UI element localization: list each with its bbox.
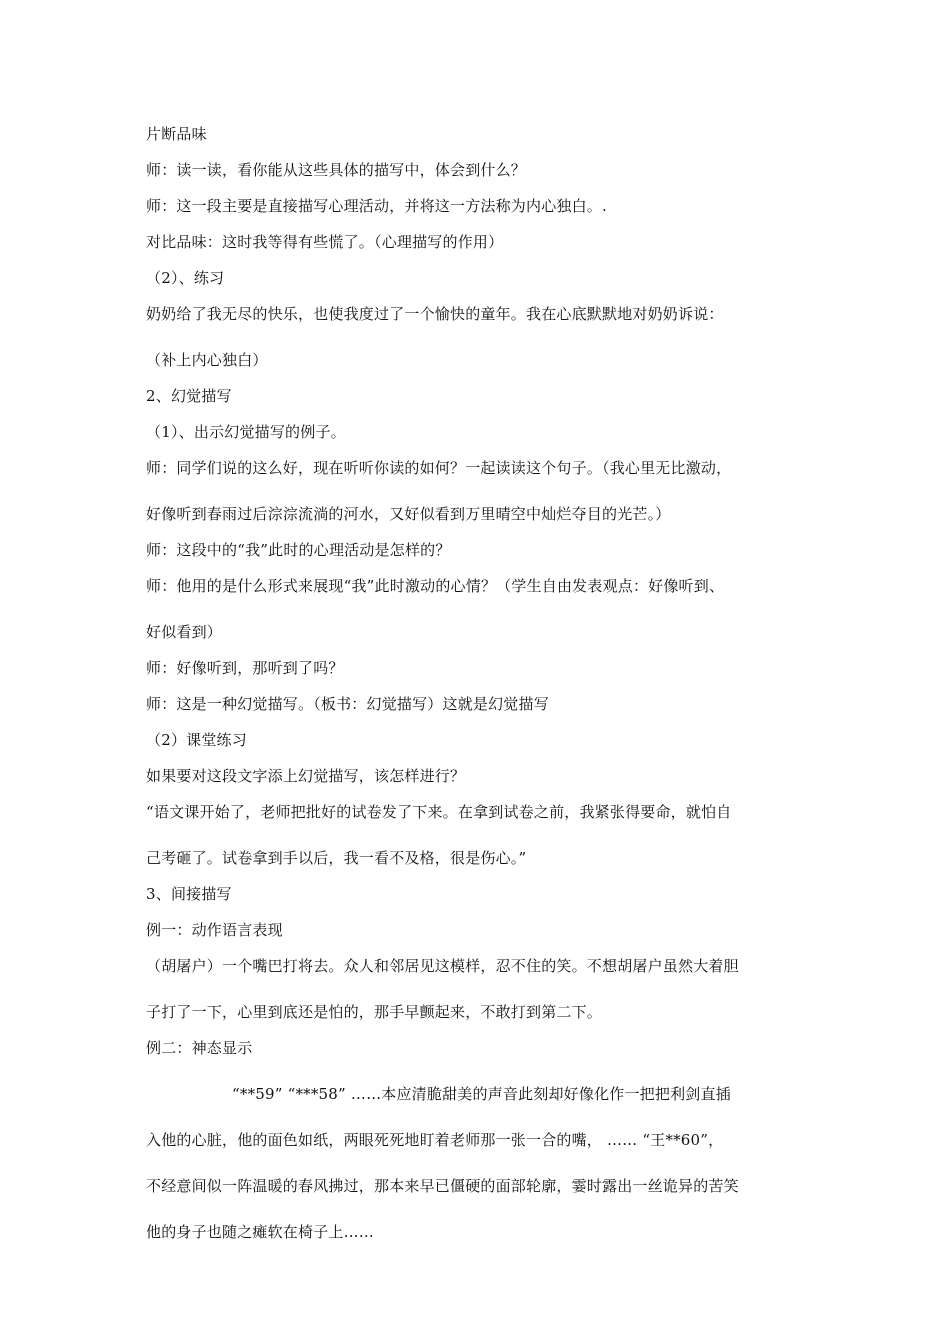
example-heading: 例二：神态显示 — [146, 1039, 253, 1057]
text-line: 师：这一段主要是直接描写心理活动，并将这一方法称为内心独白。. — [146, 197, 607, 215]
text-line: 师：这段中的“我”此时的心理活动是怎样的？ — [146, 541, 451, 559]
text-line: 好似看到） — [146, 623, 223, 641]
text-line: 师：读一读，看你能从这些具体的描写中，体会到什么？ — [146, 161, 527, 179]
section-heading: 3、间接描写 — [146, 885, 232, 903]
section-heading: （2）课堂练习 — [146, 731, 247, 749]
quote-line: 己考砸了。试卷拿到手以后，我一看不及格，很是伤心。” — [146, 849, 527, 867]
text-line: 师：好像听到，那听到了吗？ — [146, 659, 344, 677]
document-body — [146, 124, 810, 1243]
text-line: 师：他用的是什么形式来展现“我”此时激动的心情？（学生自由发表观点：好像听到、 — [146, 577, 725, 595]
example-text-line: 他的身子也随之瘫软在椅子上…… — [146, 1223, 375, 1241]
section-heading: 2、幻觉描写 — [146, 387, 232, 405]
example-text-line: 不经意间似一阵温暖的春风拂过，那本来早已僵硬的面部轮廓，霎时露出一丝诡异的苦笑 — [146, 1177, 739, 1195]
text-line: 好像听到春雨过后淙淙流淌的河水，又好似看到万里晴空中灿烂夺目的光芒。） — [146, 505, 671, 523]
section-heading: 片断品味 — [146, 125, 207, 143]
example-text-line: “**59” “***58” ……本应清脆甜美的声音此刻却好像化作一把把利剑直插 — [232, 1085, 731, 1103]
text-line: 师：同学们说的这么好，现在听听你读的如何？一起读读这个句子。（我心里无比激动， — [146, 459, 732, 477]
example-heading: 例一：动作语言表现 — [146, 921, 283, 939]
text-line: 如果要对这段文字添上幻觉描写，该怎样进行？ — [146, 767, 466, 785]
text-line: （补上内心独白） — [146, 351, 268, 369]
example-text-line: 子打了一下，心里到底还是怕的，那手早颤起来，不敢打到第二下。 — [146, 1003, 603, 1021]
example-text-line: 入他的心脏，他的面色如纸，两眼死死地盯着老师那一张一合的嘴， …… “王**60”， — [146, 1131, 724, 1149]
text-line: 奶奶给了我无尽的快乐，也使我度过了一个愉快的童年。我在心底默默地对奶奶诉说： — [146, 305, 724, 323]
text-line: 师：这是一种幻觉描写。（板书：幻觉描写）这就是幻觉描写 — [146, 695, 549, 713]
text-line: 对比品味：这时我等得有些慌了。（心理描写的作用） — [146, 233, 504, 251]
example-text-line: （胡屠户）一个嘴巴打将去。众人和邻居见这模样，忍不住的笑。不想胡屠户虽然大着胆 — [146, 957, 739, 975]
section-heading: （1）、出示幻觉描写的例子。 — [146, 423, 346, 441]
quote-line: “语文课开始了，老师把批好的试卷发了下来。在拿到试卷之前，我紧张得要命，就怕自 — [146, 803, 732, 821]
section-heading: （2）、练习 — [146, 269, 225, 287]
